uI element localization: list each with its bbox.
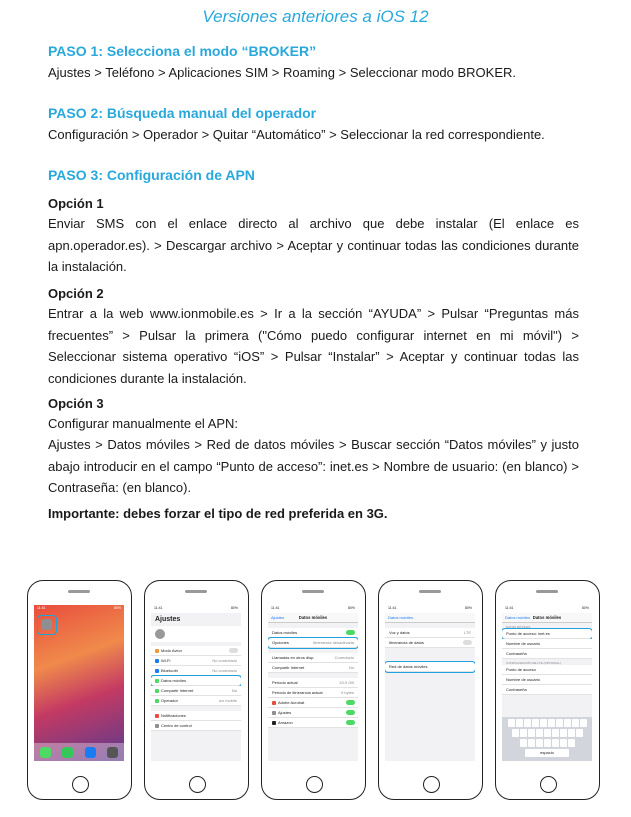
- key: [520, 729, 527, 737]
- password-field[interactable]: Contraseña: [502, 649, 592, 659]
- key: [536, 729, 543, 737]
- key: [544, 729, 551, 737]
- opcion1-label: Opción 1: [48, 196, 104, 211]
- phone-speaker: [536, 590, 558, 593]
- voz-datos-row[interactable]: Voz y datos LTE: [385, 628, 475, 638]
- apn-input[interactable]: Punto de acceso: inet.es: [502, 629, 592, 639]
- gear-icon: [41, 619, 52, 630]
- messages-icon[interactable]: [62, 747, 73, 758]
- red-datos-moviles-row[interactable]: Red de datos móviles: [385, 662, 475, 672]
- opcion2-label: Opción 2: [48, 286, 104, 301]
- toggle: [229, 648, 238, 653]
- datos-moviles-row[interactable]: Datos móviles: [151, 676, 241, 686]
- nav-bar: [502, 613, 592, 623]
- toggle: [463, 640, 472, 645]
- control-center-icon: [155, 724, 159, 728]
- key: [516, 719, 523, 727]
- settings-row[interactable]: Centro de control: [151, 721, 241, 731]
- phone-home-screen: [27, 580, 132, 800]
- phone-icon[interactable]: [40, 747, 51, 758]
- status-bar: [268, 605, 358, 613]
- username-field[interactable]: Nombre de usuario: [502, 639, 592, 649]
- key: [568, 739, 575, 747]
- dock: [34, 743, 124, 761]
- status-bar: [34, 605, 124, 613]
- home-button[interactable]: [306, 776, 323, 793]
- status-time: 11:41: [271, 606, 280, 610]
- home-button[interactable]: [189, 776, 206, 793]
- profile-row[interactable]: [151, 626, 241, 642]
- status-battery: 80%: [581, 606, 589, 610]
- app-row[interactable]: Ajustes: [268, 708, 358, 718]
- space-key: espacio: [525, 749, 569, 757]
- opcion3-line1: Configurar manualmente el APN:: [48, 416, 239, 431]
- status-battery: 80%: [347, 606, 355, 610]
- opciones-screen: [385, 605, 475, 761]
- settings-row[interactable]: Notificaciones: [151, 711, 241, 721]
- key: [552, 739, 559, 747]
- paso2-text: Configuración > Operador > Quitar “Automático” > Seleccionar la red correspondiente.: [48, 127, 545, 142]
- key: [528, 729, 535, 737]
- key: [560, 739, 567, 747]
- phone-speaker: [419, 590, 441, 593]
- phone-speaker: [302, 590, 324, 593]
- nav-title: Datos móviles: [298, 615, 328, 620]
- lte-apn-field[interactable]: Punto de acceso: [502, 665, 592, 675]
- opcion3-text: Ajustes > Datos móviles > Red de datos móviles > Buscar sección “Datos móviles” y justo abajo introducir en el campo “Punto de acceso”: inet.es > Nombre de usuario: (en blanco) > Contraseña: (en blanco).: [48, 437, 579, 495]
- section-label: CONFIGURACIÓN DE LTE (OPCIONAL): [506, 661, 561, 665]
- key: [568, 729, 575, 737]
- status-time: 11:41: [154, 606, 163, 610]
- back-button[interactable]: Datos móviles: [505, 615, 531, 620]
- gear-icon: [272, 711, 276, 715]
- status-bar: [385, 605, 475, 613]
- section-label: DATOS MÓVILES: [506, 625, 531, 629]
- wifi-icon: [155, 659, 159, 663]
- ajustes-title: Ajustes: [155, 616, 181, 623]
- paso3-heading: PASO 3: Configuración de APN: [48, 167, 255, 183]
- toggle: [346, 630, 355, 635]
- status-time: 11:41: [37, 606, 46, 610]
- nav-bar: [268, 613, 358, 623]
- key: [548, 719, 555, 727]
- bluetooth-icon: [155, 669, 159, 673]
- hotspot-icon: [155, 689, 159, 693]
- key: [560, 729, 567, 737]
- settings-app-highlight[interactable]: [37, 615, 57, 635]
- paso1-heading: PASO 1: Selecciona el modo “BROKER”: [48, 43, 317, 59]
- toggle: [346, 710, 355, 715]
- page-title: Versiones anteriores a iOS 12: [202, 7, 429, 26]
- back-button[interactable]: Ajustes: [271, 615, 285, 620]
- itinerancia-row[interactable]: Itinerancia de datos: [385, 638, 475, 648]
- settings-row[interactable]: Operador ion mobile: [151, 696, 241, 706]
- key: [532, 719, 539, 727]
- opciones-row[interactable]: Opciones Itinerancia desactivada: [268, 638, 358, 648]
- phone-datos-moviles: [261, 580, 366, 800]
- status-time: 11:41: [388, 606, 397, 610]
- nav-bar: [385, 613, 475, 623]
- home-screen: [34, 605, 124, 761]
- key: [528, 739, 535, 747]
- carrier-icon: [155, 699, 159, 703]
- lte-password-field[interactable]: Contraseña: [502, 685, 592, 695]
- home-button[interactable]: [540, 776, 557, 793]
- home-button[interactable]: [72, 776, 89, 793]
- phone-ajustes: [144, 580, 249, 800]
- key: [580, 719, 587, 727]
- important-note: Importante: debes forzar el tipo de red preferida en 3G.: [48, 506, 388, 521]
- app-row[interactable]: Amazon: [268, 718, 358, 728]
- opcion3-label: Opción 3: [48, 396, 104, 411]
- key: [544, 739, 551, 747]
- key: [520, 739, 527, 747]
- safari-icon[interactable]: [85, 747, 96, 758]
- settings-row[interactable]: Compartir Internet No: [268, 663, 358, 673]
- opcion2-text: Entrar a la web www.ionmobile.es > Ir a la sección “AYUDA” > Pulsar “Preguntas más frecuentes” > Pulsar la primera ("Cómo puedo configurar internet en mi móvil") > Seleccionar sistema operativo “iOS” > Pulsar “Instalar” > Aceptar y continuar todas las condiciones durante la instalación.: [48, 306, 579, 386]
- key: [556, 719, 563, 727]
- opcion1-text: Enviar SMS con el enlace directo al archivo que debe instalar (El enlace es apn.operador.es). > Descargar archivo > Aceptar y continuar todas las condiciones durante la instalación.: [48, 216, 579, 274]
- key: [508, 719, 515, 727]
- amazon-icon: [272, 721, 276, 725]
- datos-moviles-screen: [268, 605, 358, 761]
- toggle: [346, 700, 355, 705]
- key: [552, 729, 559, 737]
- settings-row[interactable]: Modo Avión: [151, 646, 241, 656]
- app-row[interactable]: Adobe Acrobat: [268, 698, 358, 708]
- settings-row: Periodo de itinerancia actual 0 bytes: [268, 688, 358, 698]
- airplane-icon: [155, 649, 159, 653]
- settings-row[interactable]: Bluetooth No conectado: [151, 666, 241, 676]
- acrobat-icon: [272, 701, 276, 705]
- ajustes-screen: [151, 605, 241, 761]
- camera-icon[interactable]: [107, 747, 118, 758]
- status-battery: 80%: [464, 606, 472, 610]
- key: [572, 719, 579, 727]
- key: [536, 739, 543, 747]
- paso2-heading: PASO 2: Búsqueda manual del operador: [48, 105, 317, 121]
- keyboard[interactable]: [502, 717, 592, 761]
- key: [524, 719, 531, 727]
- datos-toggle-row[interactable]: Datos móviles: [268, 628, 358, 638]
- lte-username-field[interactable]: Nombre de usuario: [502, 675, 592, 685]
- phone-apn: [495, 580, 600, 800]
- antenna-icon: [155, 679, 159, 683]
- settings-row[interactable]: Llamadas en otros disp. Conectado: [268, 653, 358, 663]
- key: [512, 729, 519, 737]
- apn-screen: [502, 605, 592, 761]
- phone-speaker: [185, 590, 207, 593]
- settings-row: Periodo actual 43,9 GB: [268, 678, 358, 688]
- back-button[interactable]: Datos móviles: [388, 615, 414, 620]
- phone-speaker: [68, 590, 90, 593]
- key: [540, 719, 547, 727]
- key: [576, 729, 583, 737]
- status-bar: [502, 605, 592, 613]
- home-button[interactable]: [423, 776, 440, 793]
- status-time: 11:41: [505, 606, 514, 610]
- phone-opciones: [378, 580, 483, 800]
- avatar: [155, 629, 165, 639]
- settings-row[interactable]: Compartir Internet No: [151, 686, 241, 696]
- status-bar: [151, 605, 241, 613]
- toggle: [346, 720, 355, 725]
- notifications-icon: [155, 714, 159, 718]
- status-battery: 80%: [230, 606, 238, 610]
- settings-row[interactable]: Wi-Fi No conectado: [151, 656, 241, 666]
- paso1-text: Ajustes > Teléfono > Aplicaciones SIM > Roaming > Seleccionar modo BROKER.: [48, 65, 517, 80]
- status-battery: 80%: [113, 606, 121, 610]
- nav-title: Datos móviles: [532, 615, 562, 620]
- key: [564, 719, 571, 727]
